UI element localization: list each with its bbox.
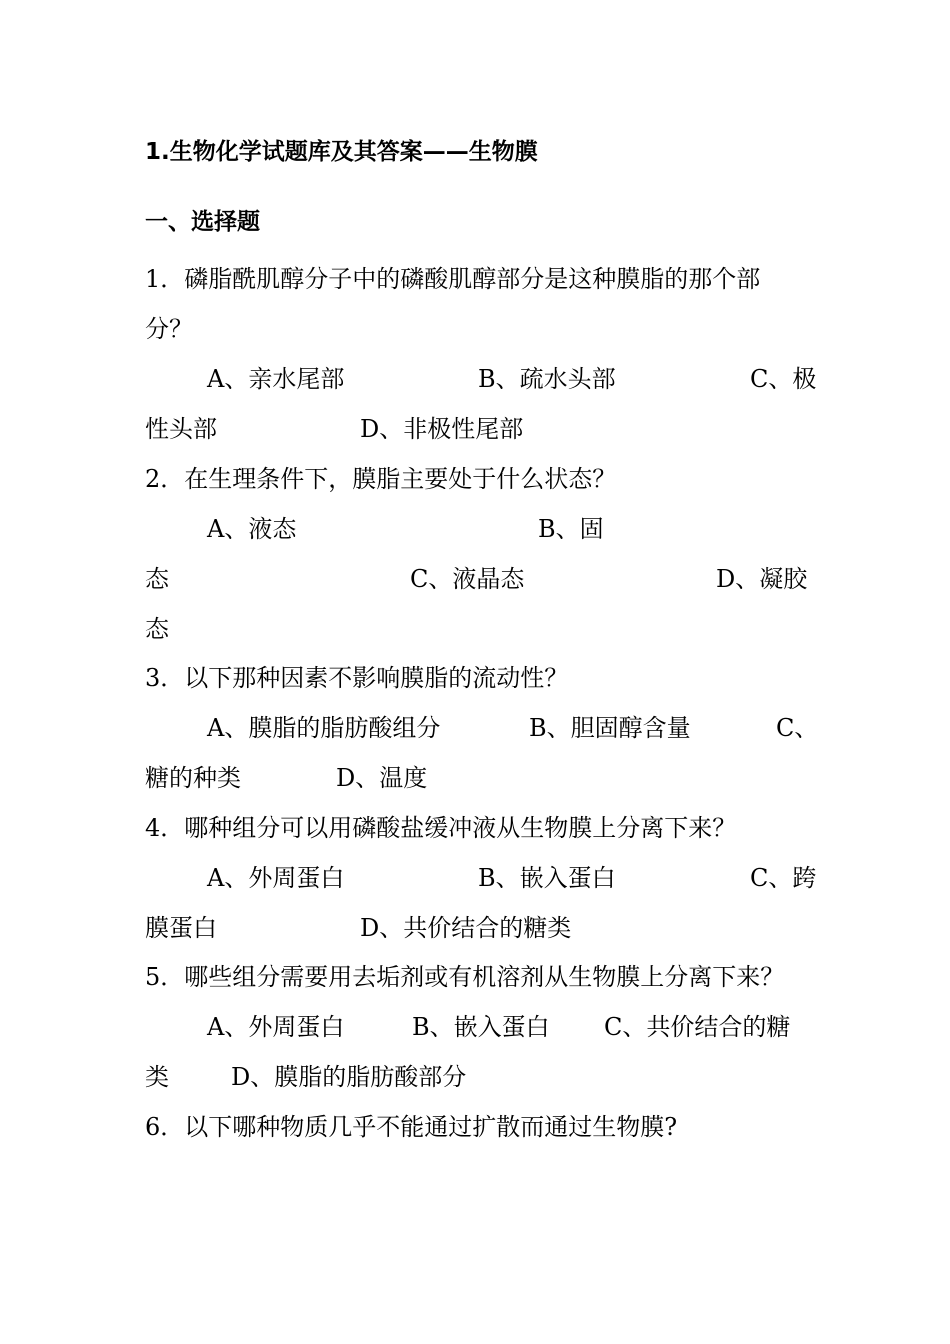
option-b: B、疏水头部: [478, 365, 616, 393]
option-b-cont: 态: [145, 565, 169, 593]
question-text: 2．在生理条件下，膜脂主要处于什么状态？: [145, 465, 617, 493]
option-b: B、固: [538, 515, 604, 543]
option-a: A、外周蛋白: [207, 1013, 345, 1041]
option-c-cont: 糖的种类: [145, 764, 241, 792]
option-d: D、膜脂的脂肪酸部分: [231, 1063, 467, 1091]
question-text-cont: 分？: [145, 315, 193, 343]
question-text: 6．以下哪种物质几乎不能通过扩散而通过生物膜?: [145, 1113, 678, 1141]
option-d: D、温度: [336, 764, 428, 792]
option-c: C、跨: [750, 864, 817, 892]
option-c: C、极: [750, 365, 817, 393]
option-d: D、共价结合的糖类: [360, 914, 572, 942]
option-c: C、: [776, 714, 819, 742]
option-d: D、凝胶: [716, 565, 808, 593]
option-a: A、亲水尾部: [207, 365, 345, 393]
question-text: 1．磷脂酰肌醇分子中的磷酸肌醇部分是这种膜脂的那个部: [145, 265, 761, 293]
option-c-cont: 类: [145, 1063, 169, 1091]
question-text: 5．哪些组分需要用去垢剂或有机溶剂从生物膜上分离下来？: [145, 963, 785, 991]
option-a: A、膜脂的脂肪酸组分: [207, 714, 441, 742]
document-title: 1.生物化学试题库及其答案——生物膜: [145, 139, 538, 165]
question-text: 3．以下那种因素不影响膜脂的流动性？: [145, 664, 569, 692]
option-b: B、胆固醇含量: [529, 714, 691, 742]
option-a: A、液态: [207, 515, 297, 543]
option-d-cont: 态: [145, 615, 169, 643]
option-c: C、液晶态: [410, 565, 525, 593]
option-b: B、嵌入蛋白: [412, 1013, 550, 1041]
question-text: 4．哪种组分可以用磷酸盐缓冲液从生物膜上分离下来？: [145, 814, 737, 842]
option-b: B、嵌入蛋白: [478, 864, 616, 892]
option-c-cont: 性头部: [145, 415, 217, 443]
option-a: A、外周蛋白: [207, 864, 345, 892]
section-heading: 一、选择题: [145, 209, 260, 235]
option-d: D、非极性尾部: [360, 415, 524, 443]
option-c: C、共价结合的糖: [604, 1013, 791, 1041]
option-c-cont: 膜蛋白: [145, 914, 217, 942]
